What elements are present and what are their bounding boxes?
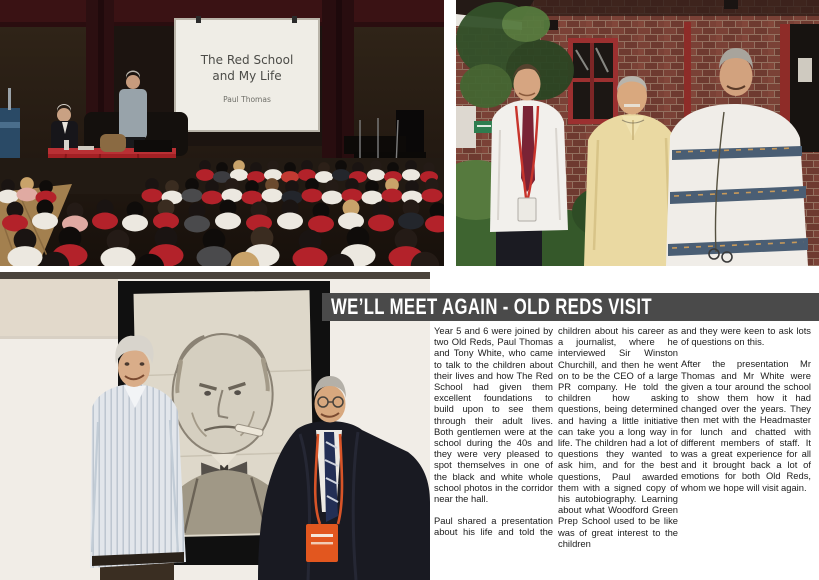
paragraph: Year 5 and 6 were joined by two Old Reds, Paul Thomas and Tony White, who came to talk to the children about their lives and how The Red School had given them excellent foundations to build upon to see them through their adult lives. Both gentlemen were at the school during the 40s and they were very pleased to spot themselves in one of the black and white whole school photos in the corridor near the hall. <box>434 325 553 505</box>
article-column-2 <box>558 325 678 560</box>
svg-text:The Red School: The Red School <box>200 53 294 67</box>
article-headline: WE’LL MEET AGAIN - OLD REDS VISIT <box>331 294 652 319</box>
photo-school-assembly <box>0 0 444 266</box>
paragraph: Paul shared a presentation about his life and told the <box>434 515 553 538</box>
paragraph: children about his career as a journalist, where he interviewed Sir Winston Churchill, and then he went on to be the CEO of a large PR company. He told the children how asking questions, being determined and having a little initiative can take you a long way in life. The children had a lot of questions they wanted to ask him, and for the best questions, Paul awarded them with a signed copy of his autobiography. Learning about what Woodford Green Prep School used to be like was of great interest to the children <box>558 325 678 549</box>
article-headline-bar <box>322 293 819 321</box>
svg-text:Paul Thomas: Paul Thomas <box>223 95 271 104</box>
svg-text:and My Life: and My Life <box>212 69 282 83</box>
window <box>568 38 618 124</box>
paragraph: and they were keen to ask lots of questions on this. <box>681 325 811 348</box>
article-column-1 <box>434 325 553 549</box>
photo-three-men-outside <box>456 0 819 266</box>
drainpipe <box>684 22 691 118</box>
paragraph: After the presentation Mr Thomas and Mr White were given a tour around the school to show them how it had changed over the years. They then met with the Headmaster for lunch and chatted with different members of staff. It was a great experience for all and it brought back a lot of emotions for both Old Reds, whom we hope will visit again. <box>681 358 811 493</box>
article-column-3 <box>681 325 811 504</box>
projector-screen <box>174 16 320 132</box>
